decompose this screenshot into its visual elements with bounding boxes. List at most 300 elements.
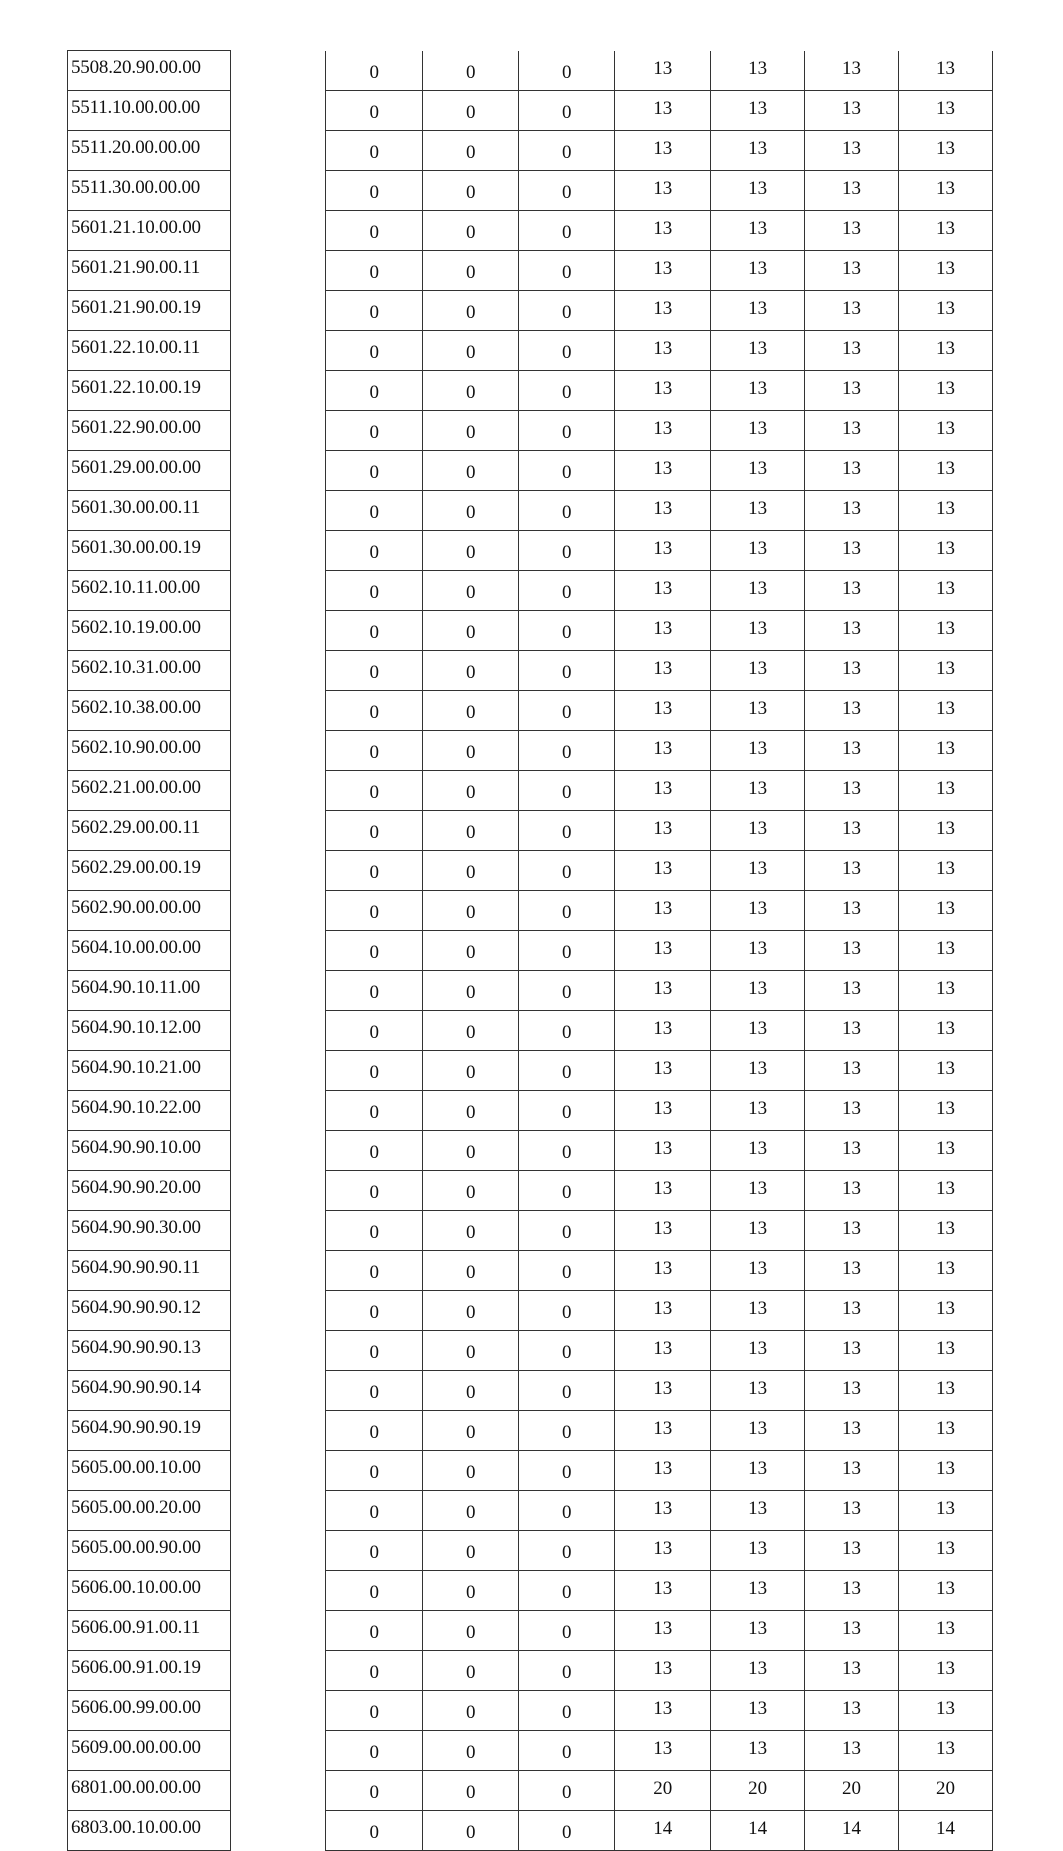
rate-cell-4: 13: [615, 90, 711, 130]
tariff-code-cell: 5601.22.10.00.11: [68, 330, 231, 370]
table-row: [68, 1130, 993, 1170]
rate-cell-1: 0: [326, 1210, 423, 1250]
rate-cell-2: 0: [423, 1810, 519, 1850]
rate-cell-7: 13: [899, 1690, 993, 1730]
description-cell: [231, 290, 326, 330]
tariff-code-cell: 5511.20.00.00.00: [68, 130, 231, 170]
rate-cell-3: 0: [519, 290, 615, 330]
table-row: [68, 1170, 993, 1210]
rate-cell-7: 13: [899, 1450, 993, 1490]
description-cell: [231, 1050, 326, 1090]
table-row: [68, 1490, 993, 1530]
rate-cell-4: 13: [615, 1530, 711, 1570]
rate-cell-4: 13: [615, 210, 711, 250]
rate-cell-7: 13: [899, 250, 993, 290]
rate-cell-5: 13: [711, 650, 805, 690]
rate-cell-6: 13: [805, 1050, 899, 1090]
rate-cell-2: 0: [423, 1290, 519, 1330]
tariff-code-cell: 5604.90.90.30.00: [68, 1210, 231, 1250]
table-row: [68, 210, 993, 250]
description-cell: [231, 1770, 326, 1810]
tariff-code-cell: 5604.90.10.12.00: [68, 1010, 231, 1050]
rate-cell-5: 13: [711, 130, 805, 170]
tariff-rate-table: [67, 50, 993, 1851]
rate-cell-4: 13: [615, 1210, 711, 1250]
rate-cell-5: 13: [711, 1250, 805, 1290]
rate-cell-5: 14: [711, 1810, 805, 1850]
rate-cell-5: 13: [711, 1650, 805, 1690]
rate-cell-6: 13: [805, 1450, 899, 1490]
rate-cell-7: 13: [899, 51, 993, 91]
rate-cell-1: 0: [326, 410, 423, 450]
table-row: [68, 890, 993, 930]
rate-cell-3: 0: [519, 90, 615, 130]
rate-cell-6: 13: [805, 490, 899, 530]
rate-cell-6: 13: [805, 1410, 899, 1450]
tariff-code-cell: 6801.00.00.00.00: [68, 1770, 231, 1810]
tariff-code-cell: 5601.30.00.00.11: [68, 490, 231, 530]
description-cell: [231, 250, 326, 290]
rate-cell-6: 13: [805, 570, 899, 610]
description-cell: [231, 1010, 326, 1050]
rate-cell-1: 0: [326, 570, 423, 610]
table-row: [68, 1810, 993, 1850]
rate-cell-3: 0: [519, 610, 615, 650]
rate-cell-1: 0: [326, 1010, 423, 1050]
tariff-code-cell: 5606.00.91.00.11: [68, 1610, 231, 1650]
rate-cell-6: 13: [805, 1290, 899, 1330]
rate-cell-7: 13: [899, 570, 993, 610]
rate-cell-2: 0: [423, 490, 519, 530]
rate-cell-2: 0: [423, 730, 519, 770]
description-cell: [231, 970, 326, 1010]
rate-cell-4: 13: [615, 1090, 711, 1130]
rate-cell-2: 0: [423, 450, 519, 490]
rate-cell-1: 0: [326, 1450, 423, 1490]
rate-cell-5: 13: [711, 330, 805, 370]
description-cell: [231, 1170, 326, 1210]
rate-cell-4: 13: [615, 250, 711, 290]
rate-cell-1: 0: [326, 250, 423, 290]
tariff-code-cell: 5604.90.90.90.11: [68, 1250, 231, 1290]
rate-cell-1: 0: [326, 1570, 423, 1610]
rate-cell-6: 13: [805, 930, 899, 970]
rate-cell-4: 13: [615, 450, 711, 490]
description-cell: [231, 650, 326, 690]
rate-cell-7: 13: [899, 850, 993, 890]
description-cell: [231, 930, 326, 970]
rate-cell-1: 0: [326, 930, 423, 970]
rate-cell-2: 0: [423, 410, 519, 450]
rate-cell-3: 0: [519, 210, 615, 250]
rate-cell-6: 13: [805, 1490, 899, 1530]
rate-cell-4: 13: [615, 490, 711, 530]
rate-cell-2: 0: [423, 970, 519, 1010]
rate-cell-6: 13: [805, 530, 899, 570]
tariff-code-cell: 5602.10.38.00.00: [68, 690, 231, 730]
rate-cell-4: 13: [615, 850, 711, 890]
rate-cell-2: 0: [423, 650, 519, 690]
rate-cell-5: 13: [711, 370, 805, 410]
table-row: [68, 1610, 993, 1650]
rate-cell-2: 0: [423, 1650, 519, 1690]
rate-cell-7: 13: [899, 170, 993, 210]
rate-cell-4: 13: [615, 770, 711, 810]
rate-cell-5: 13: [711, 890, 805, 930]
description-cell: [231, 1290, 326, 1330]
tariff-code-cell: 5601.21.90.00.11: [68, 250, 231, 290]
rate-cell-3: 0: [519, 1050, 615, 1090]
rate-cell-1: 0: [326, 51, 423, 91]
rate-cell-1: 0: [326, 1530, 423, 1570]
description-cell: [231, 130, 326, 170]
rate-cell-5: 13: [711, 250, 805, 290]
tariff-code-cell: 5602.29.00.00.19: [68, 850, 231, 890]
table-row: [68, 1050, 993, 1090]
table-row: [68, 130, 993, 170]
tariff-code-cell: 5601.29.00.00.00: [68, 450, 231, 490]
rate-cell-5: 13: [711, 1450, 805, 1490]
rate-cell-5: 13: [711, 1730, 805, 1770]
rate-cell-7: 13: [899, 490, 993, 530]
rate-cell-6: 13: [805, 690, 899, 730]
rate-cell-1: 0: [326, 1650, 423, 1690]
rate-cell-6: 13: [805, 890, 899, 930]
rate-cell-5: 13: [711, 1370, 805, 1410]
tariff-code-cell: 5511.10.00.00.00: [68, 90, 231, 130]
rate-cell-4: 13: [615, 890, 711, 930]
rate-cell-5: 13: [711, 410, 805, 450]
rate-cell-1: 0: [326, 370, 423, 410]
tariff-code-cell: 5602.29.00.00.11: [68, 810, 231, 850]
rate-cell-5: 13: [711, 1530, 805, 1570]
rate-cell-3: 0: [519, 730, 615, 770]
rate-cell-6: 13: [805, 1530, 899, 1570]
rate-cell-4: 13: [615, 1330, 711, 1370]
description-cell: [231, 810, 326, 850]
table-row: [68, 530, 993, 570]
rate-cell-6: 13: [805, 770, 899, 810]
rate-cell-3: 0: [519, 51, 615, 91]
description-cell: [231, 90, 326, 130]
table-row: [68, 90, 993, 130]
rate-cell-7: 13: [899, 1330, 993, 1370]
rate-cell-4: 13: [615, 1250, 711, 1290]
rate-cell-5: 13: [711, 1050, 805, 1090]
rate-cell-7: 13: [899, 1210, 993, 1250]
rate-cell-1: 0: [326, 1490, 423, 1530]
rate-cell-7: 13: [899, 1410, 993, 1450]
rate-cell-2: 0: [423, 770, 519, 810]
rate-cell-6: 13: [805, 51, 899, 91]
rate-cell-5: 13: [711, 170, 805, 210]
rate-cell-3: 0: [519, 530, 615, 570]
rate-cell-6: 13: [805, 90, 899, 130]
description-cell: [231, 450, 326, 490]
rate-cell-7: 13: [899, 210, 993, 250]
rate-cell-7: 13: [899, 90, 993, 130]
rate-cell-5: 13: [711, 690, 805, 730]
rate-cell-7: 13: [899, 130, 993, 170]
rate-cell-3: 0: [519, 1770, 615, 1810]
rate-cell-4: 13: [615, 810, 711, 850]
rate-cell-2: 0: [423, 170, 519, 210]
description-cell: [231, 370, 326, 410]
tariff-code-cell: 5601.22.10.00.19: [68, 370, 231, 410]
rate-cell-3: 0: [519, 810, 615, 850]
rate-cell-6: 13: [805, 850, 899, 890]
rate-cell-1: 0: [326, 1730, 423, 1770]
rate-cell-7: 14: [899, 1810, 993, 1850]
rate-cell-5: 13: [711, 1090, 805, 1130]
rate-cell-3: 0: [519, 330, 615, 370]
rate-cell-3: 0: [519, 1490, 615, 1530]
tariff-code-cell: 5601.30.00.00.19: [68, 530, 231, 570]
rate-cell-2: 0: [423, 890, 519, 930]
tariff-code-cell: 5604.90.90.90.14: [68, 1370, 231, 1410]
table-row: [68, 610, 993, 650]
description-cell: [231, 1610, 326, 1650]
rate-cell-2: 0: [423, 1090, 519, 1130]
tariff-code-cell: 5602.10.31.00.00: [68, 650, 231, 690]
rate-cell-4: 13: [615, 370, 711, 410]
rate-cell-3: 0: [519, 1250, 615, 1290]
rate-cell-6: 13: [805, 1690, 899, 1730]
rate-cell-5: 13: [711, 290, 805, 330]
tariff-code-cell: 5604.90.10.21.00: [68, 1050, 231, 1090]
rate-cell-2: 0: [423, 290, 519, 330]
tariff-code-cell: 5606.00.99.00.00: [68, 1690, 231, 1730]
rate-cell-4: 13: [615, 610, 711, 650]
rate-cell-6: 13: [805, 1650, 899, 1690]
tariff-code-cell: 5602.21.00.00.00: [68, 770, 231, 810]
rate-cell-3: 0: [519, 1210, 615, 1250]
description-cell: [231, 1650, 326, 1690]
rate-cell-6: 13: [805, 730, 899, 770]
rate-cell-2: 0: [423, 1050, 519, 1090]
tariff-code-cell: 5604.90.90.10.00: [68, 1130, 231, 1170]
description-cell: [231, 1450, 326, 1490]
table-row: [68, 1770, 993, 1810]
rate-cell-2: 0: [423, 210, 519, 250]
description-cell: [231, 1210, 326, 1250]
description-cell: [231, 730, 326, 770]
rate-cell-3: 0: [519, 570, 615, 610]
description-cell: [231, 1370, 326, 1410]
rate-cell-5: 13: [711, 1690, 805, 1730]
rate-cell-2: 0: [423, 1250, 519, 1290]
rate-cell-5: 13: [711, 51, 805, 91]
rate-cell-2: 0: [423, 1410, 519, 1450]
tariff-code-cell: 5601.21.10.00.00: [68, 210, 231, 250]
rate-cell-3: 0: [519, 1010, 615, 1050]
rate-cell-4: 13: [615, 330, 711, 370]
rate-cell-5: 20: [711, 1770, 805, 1810]
rate-cell-1: 0: [326, 650, 423, 690]
rate-cell-2: 0: [423, 1010, 519, 1050]
rate-cell-1: 0: [326, 970, 423, 1010]
tariff-code-cell: 5604.90.90.90.13: [68, 1330, 231, 1370]
description-cell: [231, 1530, 326, 1570]
tariff-code-cell: 5609.00.00.00.00: [68, 1730, 231, 1770]
description-cell: [231, 570, 326, 610]
rate-cell-2: 0: [423, 1610, 519, 1650]
rate-cell-6: 13: [805, 970, 899, 1010]
rate-cell-5: 13: [711, 610, 805, 650]
rate-cell-6: 20: [805, 1770, 899, 1810]
rate-cell-7: 13: [899, 290, 993, 330]
description-cell: [231, 210, 326, 250]
table-row: [68, 810, 993, 850]
rate-cell-5: 13: [711, 1210, 805, 1250]
rate-cell-2: 0: [423, 850, 519, 890]
rate-cell-6: 13: [805, 210, 899, 250]
rate-cell-7: 13: [899, 690, 993, 730]
rate-cell-3: 0: [519, 890, 615, 930]
table-row: [68, 1530, 993, 1570]
rate-cell-7: 13: [899, 1570, 993, 1610]
table-row: [68, 1650, 993, 1690]
description-cell: [231, 610, 326, 650]
tariff-code-cell: 5604.90.10.22.00: [68, 1090, 231, 1130]
rate-cell-3: 0: [519, 1090, 615, 1130]
rate-cell-4: 13: [615, 1050, 711, 1090]
rate-cell-6: 13: [805, 1570, 899, 1610]
tariff-code-cell: 5606.00.91.00.19: [68, 1650, 231, 1690]
rate-cell-3: 0: [519, 1610, 615, 1650]
rate-cell-1: 0: [326, 1290, 423, 1330]
rate-cell-5: 13: [711, 810, 805, 850]
rate-cell-5: 13: [711, 730, 805, 770]
rate-cell-5: 13: [711, 1490, 805, 1530]
table-row: [68, 51, 993, 91]
description-cell: [231, 170, 326, 210]
rate-cell-7: 13: [899, 370, 993, 410]
rate-cell-7: 13: [899, 1050, 993, 1090]
rate-cell-7: 20: [899, 1770, 993, 1810]
rate-cell-4: 13: [615, 1570, 711, 1610]
rate-cell-1: 0: [326, 1770, 423, 1810]
table-row: [68, 1730, 993, 1770]
rate-cell-6: 13: [805, 1130, 899, 1170]
table-row: [68, 850, 993, 890]
rate-cell-1: 0: [326, 330, 423, 370]
rate-cell-2: 0: [423, 1370, 519, 1410]
rate-cell-7: 13: [899, 890, 993, 930]
rate-cell-2: 0: [423, 330, 519, 370]
rate-cell-2: 0: [423, 1130, 519, 1170]
rate-cell-6: 13: [805, 810, 899, 850]
rate-cell-3: 0: [519, 410, 615, 450]
rate-cell-2: 0: [423, 90, 519, 130]
rate-cell-5: 13: [711, 570, 805, 610]
rate-cell-7: 13: [899, 610, 993, 650]
rate-cell-2: 0: [423, 530, 519, 570]
rate-cell-2: 0: [423, 570, 519, 610]
rate-cell-5: 13: [711, 1290, 805, 1330]
rate-cell-4: 13: [615, 930, 711, 970]
rate-cell-4: 13: [615, 570, 711, 610]
rate-cell-2: 0: [423, 610, 519, 650]
rate-cell-6: 13: [805, 1010, 899, 1050]
rate-cell-2: 0: [423, 930, 519, 970]
rate-cell-1: 0: [326, 850, 423, 890]
rate-cell-1: 0: [326, 1050, 423, 1090]
table-row: [68, 770, 993, 810]
rate-cell-4: 13: [615, 690, 711, 730]
rate-cell-4: 13: [615, 170, 711, 210]
rate-cell-3: 0: [519, 250, 615, 290]
rate-cell-1: 0: [326, 90, 423, 130]
description-cell: [231, 690, 326, 730]
rate-cell-1: 0: [326, 1610, 423, 1650]
rate-cell-2: 0: [423, 1530, 519, 1570]
rate-cell-3: 0: [519, 650, 615, 690]
rate-cell-5: 13: [711, 530, 805, 570]
rate-cell-4: 14: [615, 1810, 711, 1850]
description-cell: [231, 1810, 326, 1850]
rate-cell-7: 13: [899, 1250, 993, 1290]
tariff-code-cell: 5605.00.00.90.00: [68, 1530, 231, 1570]
rate-cell-4: 13: [615, 650, 711, 690]
table-row: [68, 490, 993, 530]
rate-cell-1: 0: [326, 730, 423, 770]
description-cell: [231, 490, 326, 530]
description-cell: [231, 770, 326, 810]
rate-cell-4: 13: [615, 1610, 711, 1650]
rate-cell-7: 13: [899, 330, 993, 370]
rate-cell-7: 13: [899, 1290, 993, 1330]
table-row: [68, 730, 993, 770]
description-cell: [231, 1130, 326, 1170]
description-cell: [231, 850, 326, 890]
rate-cell-4: 13: [615, 730, 711, 770]
rate-cell-6: 13: [805, 370, 899, 410]
table-row: [68, 1010, 993, 1050]
rate-cell-3: 0: [519, 1170, 615, 1210]
rate-cell-3: 0: [519, 1130, 615, 1170]
rate-cell-3: 0: [519, 690, 615, 730]
rate-cell-4: 20: [615, 1770, 711, 1810]
rate-cell-3: 0: [519, 1450, 615, 1490]
rate-cell-5: 13: [711, 930, 805, 970]
table-row: [68, 450, 993, 490]
rate-cell-3: 0: [519, 970, 615, 1010]
rate-cell-7: 13: [899, 770, 993, 810]
table-row: [68, 650, 993, 690]
tariff-code-cell: 5604.90.90.20.00: [68, 1170, 231, 1210]
rate-cell-1: 0: [326, 1810, 423, 1850]
rate-cell-4: 13: [615, 410, 711, 450]
table-row: [68, 1290, 993, 1330]
rate-cell-5: 13: [711, 1170, 805, 1210]
rate-cell-6: 13: [805, 410, 899, 450]
rate-cell-4: 13: [615, 1290, 711, 1330]
description-cell: [231, 1330, 326, 1370]
rate-cell-4: 13: [615, 290, 711, 330]
rate-cell-4: 13: [615, 1730, 711, 1770]
rate-cell-1: 0: [326, 770, 423, 810]
description-cell: [231, 1090, 326, 1130]
rate-cell-7: 13: [899, 1530, 993, 1570]
table-body: [68, 51, 993, 1851]
rate-cell-6: 13: [805, 250, 899, 290]
rate-cell-2: 0: [423, 51, 519, 91]
rate-cell-6: 13: [805, 1090, 899, 1130]
rate-cell-3: 0: [519, 1690, 615, 1730]
table-row: [68, 410, 993, 450]
rate-cell-7: 13: [899, 730, 993, 770]
